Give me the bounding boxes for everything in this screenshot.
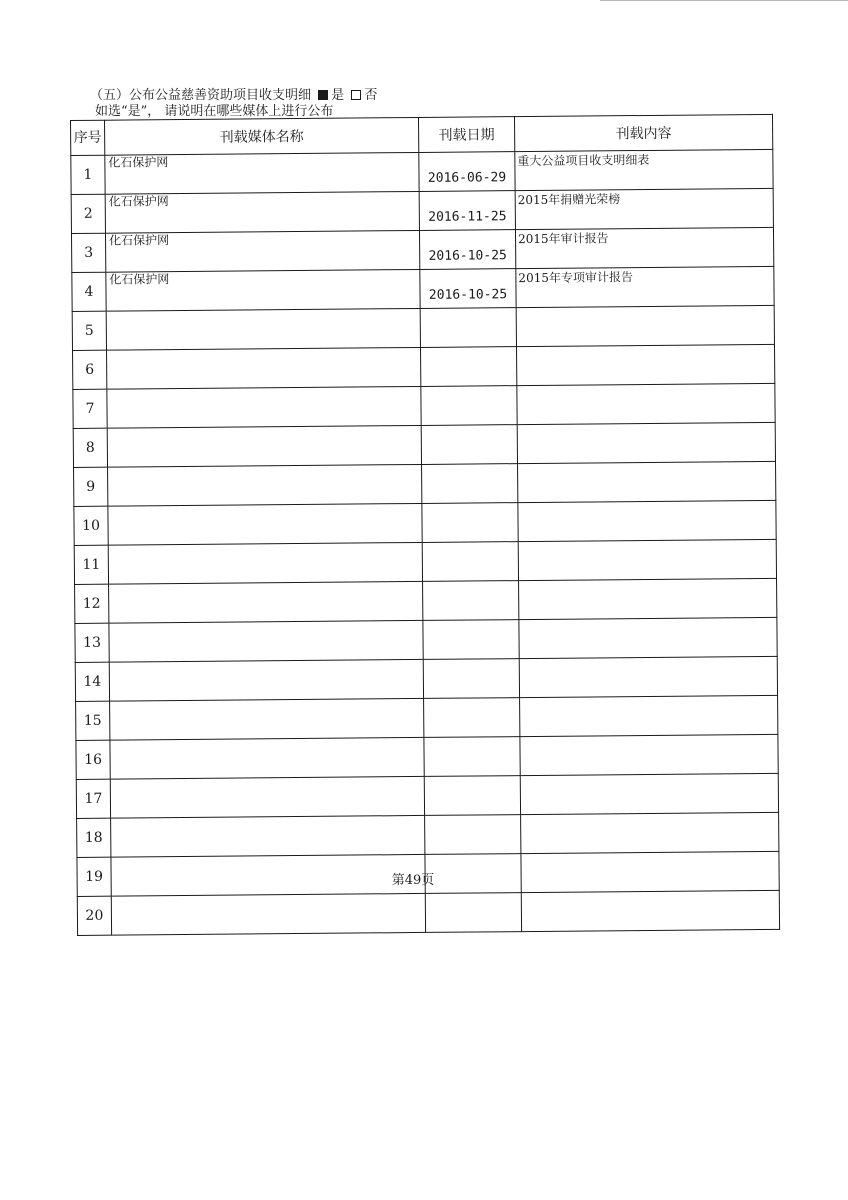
- row-media: [107, 386, 421, 428]
- table-row: [75, 617, 777, 662]
- table-row: [77, 812, 779, 857]
- row-seq: 15: [76, 701, 110, 740]
- row-date: [420, 308, 516, 348]
- table-row: [75, 578, 777, 623]
- row-seq: 9: [74, 467, 108, 506]
- media-table: [70, 114, 780, 936]
- row-seq: 5: [72, 311, 106, 350]
- row-seq: 13: [75, 623, 109, 662]
- table-row: [73, 344, 775, 389]
- table-row: [74, 539, 776, 584]
- row-content: [520, 773, 778, 814]
- row-content: 2015年审计报告: [515, 227, 773, 268]
- row-date: [422, 503, 518, 543]
- row-date: [423, 581, 519, 621]
- page-number: 第49页: [391, 873, 435, 888]
- row-date: 2016-06-29: [419, 152, 515, 192]
- row-content: [518, 500, 776, 541]
- row-seq: 17: [76, 779, 110, 818]
- row-date: [424, 698, 520, 738]
- row-media: 化石保护网: [106, 269, 420, 311]
- row-content: 2015年捐赠光荣榜: [515, 188, 773, 229]
- row-media: [109, 581, 423, 623]
- row-seq: 10: [74, 506, 108, 545]
- row-seq: 20: [77, 896, 111, 935]
- table-row: [73, 422, 775, 467]
- row-media: [108, 503, 422, 545]
- row-content: [518, 539, 776, 580]
- row-media: [110, 737, 424, 779]
- no-option-label: 否: [364, 88, 378, 103]
- section-heading: [90, 88, 377, 104]
- row-date: [422, 542, 518, 582]
- table-body: [71, 149, 780, 935]
- row-media: [110, 776, 424, 818]
- row-date: 2016-10-25: [419, 230, 515, 270]
- row-seq: 18: [77, 818, 111, 857]
- row-seq: 1: [71, 155, 105, 194]
- table-row: [76, 734, 778, 779]
- row-media: [107, 347, 421, 389]
- row-content: [519, 578, 777, 619]
- row-content: [517, 422, 775, 463]
- row-date: [422, 464, 518, 504]
- table-row: [75, 656, 777, 701]
- row-seq: 14: [75, 662, 109, 701]
- row-seq: 8: [73, 428, 107, 467]
- table-row: [72, 266, 774, 311]
- row-content: 2015年专项审计报告: [516, 266, 774, 307]
- row-content: [521, 890, 779, 931]
- row-media: 化石保护网: [105, 152, 419, 194]
- row-seq: 2: [71, 194, 105, 233]
- table-row: [76, 773, 778, 818]
- row-date: 2016-11-25: [419, 191, 515, 231]
- row-media: [110, 698, 424, 740]
- table-row: [74, 500, 776, 545]
- header-media: 刊载媒体名称: [105, 117, 419, 155]
- row-content: [520, 734, 778, 775]
- row-content: [520, 695, 778, 736]
- row-date: [421, 425, 517, 465]
- row-seq: 4: [72, 272, 106, 311]
- yes-option-label: 是: [331, 88, 345, 103]
- header-seq: 序号: [71, 120, 105, 155]
- row-content: [519, 656, 777, 697]
- row-date: [421, 386, 517, 426]
- table-row: [71, 188, 773, 233]
- header-date: 刊载日期: [418, 117, 514, 153]
- table-row: [74, 461, 776, 506]
- row-content: [518, 461, 776, 502]
- row-content: 重大公益项目收支明细表: [515, 149, 773, 190]
- row-seq: 19: [77, 857, 111, 896]
- row-media: 化石保护网: [105, 191, 419, 233]
- row-date: [424, 737, 520, 777]
- row-media: [109, 620, 423, 662]
- table-row: [72, 305, 774, 350]
- table-row: [71, 227, 773, 272]
- row-seq: 16: [76, 740, 110, 779]
- table-row: [77, 890, 779, 935]
- row-media: [108, 464, 422, 506]
- row-content: [516, 305, 774, 346]
- row-seq: 11: [74, 545, 108, 584]
- scan-edge-line: [600, 0, 848, 1]
- table-row: [76, 695, 778, 740]
- row-date: [423, 659, 519, 699]
- row-media: [111, 893, 425, 935]
- row-seq: 7: [73, 389, 107, 428]
- yes-checkbox[interactable]: [318, 90, 328, 100]
- row-seq: 12: [75, 584, 109, 623]
- row-media: [108, 542, 422, 584]
- row-content: [519, 617, 777, 658]
- row-date: [423, 620, 519, 660]
- no-checkbox[interactable]: [351, 90, 361, 100]
- section-heading-text: （五）公布公益慈善资助项目收支明细: [90, 88, 312, 103]
- header-content: 刊载内容: [514, 114, 772, 151]
- row-content: [516, 344, 774, 385]
- row-media: [111, 815, 425, 857]
- row-media: 化石保护网: [105, 230, 419, 272]
- row-seq: 6: [73, 350, 107, 389]
- row-date: [425, 815, 521, 855]
- row-date: [425, 893, 521, 933]
- table-row: [71, 149, 773, 194]
- row-content: [521, 812, 779, 853]
- row-media: [107, 425, 421, 467]
- instruction-note: 如选“是”， 请说明在哪些媒体上进行公布: [95, 104, 334, 119]
- row-seq: 3: [71, 233, 105, 272]
- row-date: 2016-10-25: [420, 269, 516, 309]
- row-media: [106, 308, 420, 350]
- table-row: [73, 383, 775, 428]
- row-media: [109, 659, 423, 701]
- row-date: [424, 776, 520, 816]
- row-content: [517, 383, 775, 424]
- media-table-wrapper: [70, 114, 779, 936]
- row-date: [420, 347, 516, 387]
